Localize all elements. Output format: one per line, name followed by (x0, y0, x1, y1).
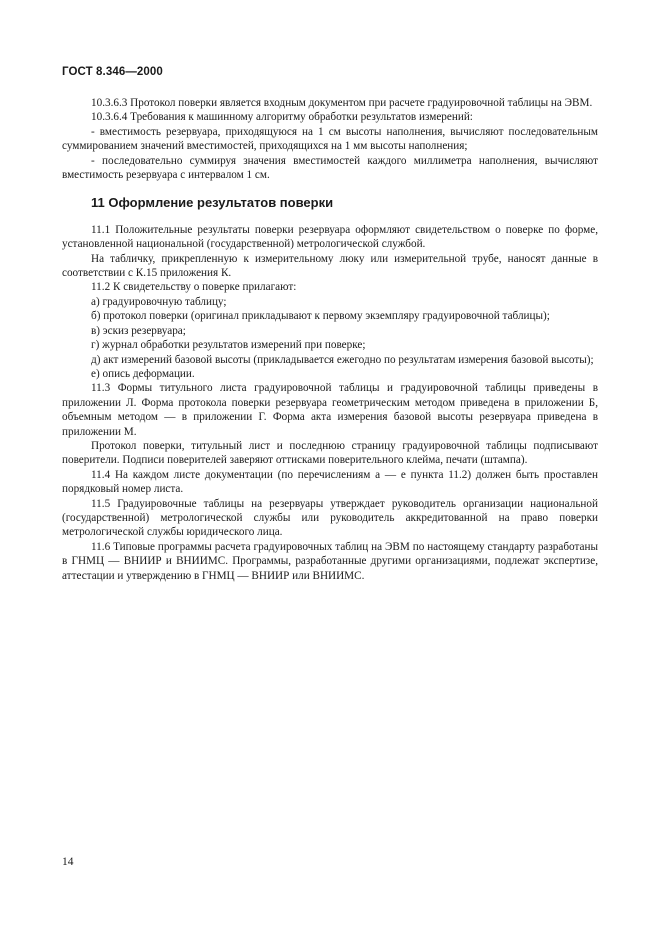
paragraph-11-4: 11.4 На каждом листе документации (по перечислениям а — е пункта 11.2) должен быть проставлен порядковый номер листа. (62, 468, 598, 496)
paragraph-11-1: 11.1 Положительные результаты поверки резервуара оформляют свидетельством о поверке по форме, установленной национальной (государственной) метрологической службой. (62, 223, 598, 251)
document-body (62, 96, 598, 583)
list-item-v: в) эскиз резервуара; (91, 324, 186, 337)
list-item-a: а) градуировочную таблицу; (91, 295, 227, 308)
list-item-capacity-per-cm: - вместимость резервуара, приходящуюся на 1 см высоты наполнения, вычисляют последовательным суммированием значений вместимостей, приходящихся на 1 мм высоты наполнения; (62, 125, 598, 153)
section-heading: 11 Оформление результатов поверки (91, 195, 334, 211)
paragraph-11-5: 11.5 Градуировочные таблицы на резервуары утверждает руководитель организации национальной (государственной) метрологической службы или руководитель аккредитованной на право поверки метрологической службы юридического лица. (62, 497, 598, 539)
list-item-e: е) опись деформации. (91, 367, 195, 380)
paragraph-11-3: 11.3 Формы титульного листа градуировочной таблицы и градуировочной таблицы приведены в приложении Л. Форма протокола поверки резервуара геометрическим методом приведена в приложении Б, объемным методом — в приложении Г. Форма акта измерения базовой высоты резервуара приведена в приложении М. (62, 382, 598, 438)
paragraph-signatures: Протокол поверки, титульный лист и последнюю страницу градуировочной таблицы подписывают поверители. Подписи поверителей заверяют оттисками поверительного клейма, печати (штампа). (62, 439, 598, 467)
paragraph-plate: На табличку, прикрепленную к измерительному люку или измерительной трубе, наносят данные в соответствии с К.15 приложения К. (62, 252, 598, 280)
page-number: 14 (62, 856, 74, 868)
paragraph-11-2: 11.2 К свидетельству о поверке прилагают: (91, 281, 297, 294)
list-item-b: б) протокол поверки (оригинал прикладывают к первому экземпляру градуировочной таблицы); (91, 310, 550, 323)
list-item-d: д) акт измерений базовой высоты (прикладывается ежегодно по результатам измерения базовой высоты); (91, 353, 594, 366)
paragraph-10-3-6-3: 10.3.6.3 Протокол поверки является входным документом при расчете градуировочной таблицы на ЭВМ. (91, 97, 593, 109)
paragraph-11-6: 11.6 Типовые программы расчета градуировочных таблиц на ЭВМ по настоящему стандарту разработаны в ГНМЦ — ВНИИР и ВНИИМС. Программы, разработанные другими организациями, подлежат экспертизе, аттестации и утверждению в ГНМЦ — ВНИИР или ВНИИМС. (62, 540, 598, 582)
paragraph-10-3-6-4: 10.3.6.4 Требования к машинному алгоритму обработки результатов измерений: (91, 111, 473, 124)
list-item-capacity-interval: - последовательно суммируя значения вместимостей каждого миллиметра наполнения, вычисляют вместимость резервуара с интервалом 1 см. (62, 154, 598, 182)
document-code-header: ГОСТ 8.346—2000 (62, 66, 163, 78)
list-item-g: г) журнал обработки результатов измерений при поверке; (91, 339, 366, 352)
